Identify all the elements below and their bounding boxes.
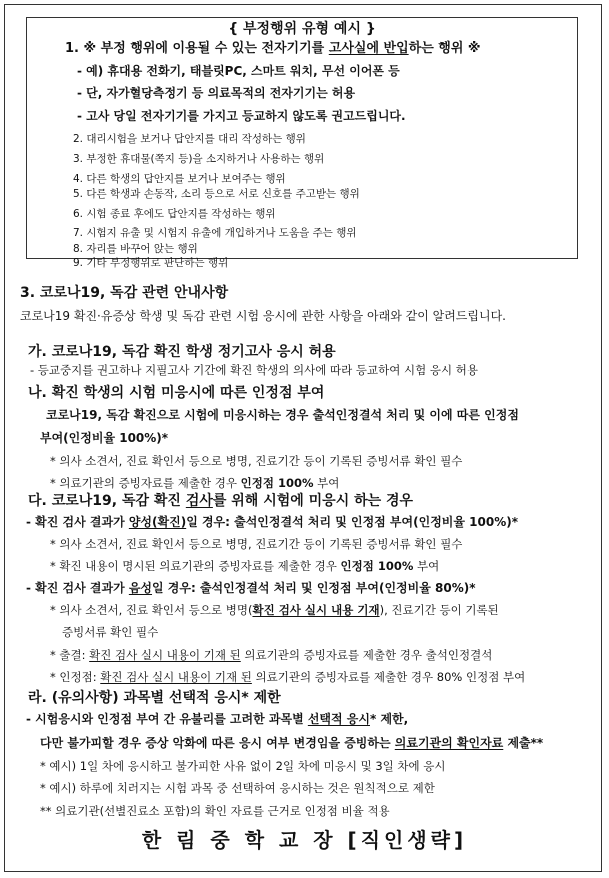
rule-item-1-sub: - 고사 당일 전자기기를 가지고 등교하지 않도록 권고드립니다. bbox=[77, 109, 406, 123]
rule-item: 2. 대리시험을 보거나 답안지를 대리 작성하는 행위 bbox=[73, 133, 306, 145]
subsection-na-note: * 의료기관의 증빙자료를 제출한 경우 인정점 100% 부여 bbox=[50, 476, 340, 490]
subsection-da-note: 증빙서류 확인 필수 bbox=[62, 625, 159, 639]
subsection-ra-note: * 예시) 1일 차에 응시하고 불가피한 사유 없이 2일 차에 미응시 및 3일 차에 응시 bbox=[40, 759, 446, 773]
rule-item: 4. 다른 학생의 답안지를 보거나 보여주는 행위 bbox=[73, 173, 286, 185]
subsection-ra-note: ** 의료기관(선별진료소 포함)의 확인 자료를 근거로 인정점 비율 적용 bbox=[40, 804, 390, 818]
subsection-da-note: * 의사 소견서, 진료 확인서 등으로 병명, 진료기간 등이 기록된 증빙서류 확인 필수 bbox=[50, 537, 463, 551]
subsection-ga-text: - 등교중지를 권고하나 지필고사 기간에 확진 학생의 의사에 따라 등교하여 시험 응시 허용 bbox=[30, 363, 478, 377]
subsection-da-note: * 출결: 확진 검사 실시 내용이 기재 된 의료기관의 증빙자료를 제출한 경우 출석인정결석 bbox=[50, 648, 493, 662]
rule-item: 7. 시험지 유출 및 시험지 유출에 개입하거나 도움을 주는 행위 bbox=[73, 227, 357, 239]
subsection-da-positive: - 확진 검사 결과가 양성(확진)일 경우: 출석인정결석 처리 및 인정점 부여(인정비율 100%)* bbox=[26, 515, 518, 529]
subsection-da-note: * 확진 내용이 명시된 의료기관의 증빙자료를 제출한 경우 인정점 100% 부여 bbox=[50, 559, 440, 573]
principal-signature: 한 림 중 학 교 장 [직인생략] bbox=[141, 828, 468, 852]
subsection-ra-text: - 시험응시와 인정점 부여 간 유불리를 고려한 과목별 선택적 응시* 제한, bbox=[26, 712, 409, 726]
rule-item: 8. 자리를 바꾸어 앉는 행위 bbox=[73, 243, 198, 255]
subsection-da-heading: 다. 코로나19, 독감 확진 검사를 위해 시험에 미응시 하는 경우 bbox=[28, 493, 414, 509]
subsection-ra-heading: 라. (유의사항) 과목별 선택적 응시* 제한 bbox=[28, 690, 281, 706]
subsection-da-negative: - 확진 검사 결과가 음성일 경우: 출석인정결석 처리 및 인정점 부여(인정비율 80%)* bbox=[26, 581, 476, 595]
rule-item: 3. 부정한 휴대물(쪽지 등)을 소지하거나 사용하는 행위 bbox=[73, 153, 325, 165]
rule-item-1-sub: - 예) 휴대용 전화기, 태블릿PC, 스마트 워치, 무선 이어폰 등 bbox=[77, 64, 400, 78]
section3-heading: 3. 코로나19, 독감 관련 안내사항 bbox=[20, 285, 229, 301]
rule-item-1-sub: - 단, 자가혈당측정기 등 의료목적의 전자기기는 허용 bbox=[77, 86, 356, 100]
rule-item: 5. 다른 학생과 손동작, 소리 등으로 서로 신호를 주고받는 행위 bbox=[73, 188, 360, 200]
rule-item: 6. 시험 종료 후에도 답안지를 작성하는 행위 bbox=[73, 208, 276, 220]
subsection-da-note: * 의사 소견서, 진료 확인서 등으로 병명(확진 검사 실시 내용 기재), 진료기간 등이 기록된 bbox=[50, 603, 499, 617]
section3-intro: 코로나19 확진·유증상 학생 및 독감 관련 시험 응시에 관한 사항을 아래와 같이 알려드립니다. bbox=[20, 309, 506, 323]
subsection-da-note: * 인정점: 확진 검사 실시 내용이 기재 된 의료기관의 증빙자료를 제출한 경우 80% 인정점 부여 bbox=[50, 670, 526, 684]
box-title: { 부정행위 유형 예시 } bbox=[228, 21, 376, 37]
subsection-na-text: 부여(인정비율 100%)* bbox=[40, 431, 169, 445]
underlined-phrase: 고사실에 반입 bbox=[328, 41, 409, 56]
rule-item: 9. 기타 부정행위로 판단하는 행위 bbox=[73, 257, 229, 269]
subsection-na-heading: 나. 확진 학생의 시험 미응시에 따른 인정점 부여 bbox=[28, 385, 325, 401]
cheating-examples-box bbox=[26, 17, 578, 269]
subsection-ga-heading: 가. 코로나19, 독감 확진 학생 정기고사 응시 허용 bbox=[28, 344, 336, 360]
subsection-na-text: 코로나19, 독감 확진으로 시험에 미응시하는 경우 출석인정결석 처리 및 이에 따른 인정점 bbox=[46, 408, 519, 422]
rule-item-1: 1. ※ 부정 행위에 이용될 수 있는 전자기기를 고사실에 반입하는 행위 ※ bbox=[65, 41, 481, 56]
subsection-ra-text: 다만 불가피할 경우 증상 악화에 따른 응시 여부 변경임을 증빙하는 의료기관의 확인자료 제출** bbox=[40, 736, 544, 750]
subsection-ra-note: * 예시) 하루에 치러지는 시험 과목 중 선택하여 응시하는 것은 원칙적으로 제한 bbox=[40, 781, 435, 795]
subsection-na-note: * 의사 소견서, 진료 확인서 등으로 병명, 진료기간 등이 기록된 증빙서류 확인 필수 bbox=[50, 454, 463, 468]
